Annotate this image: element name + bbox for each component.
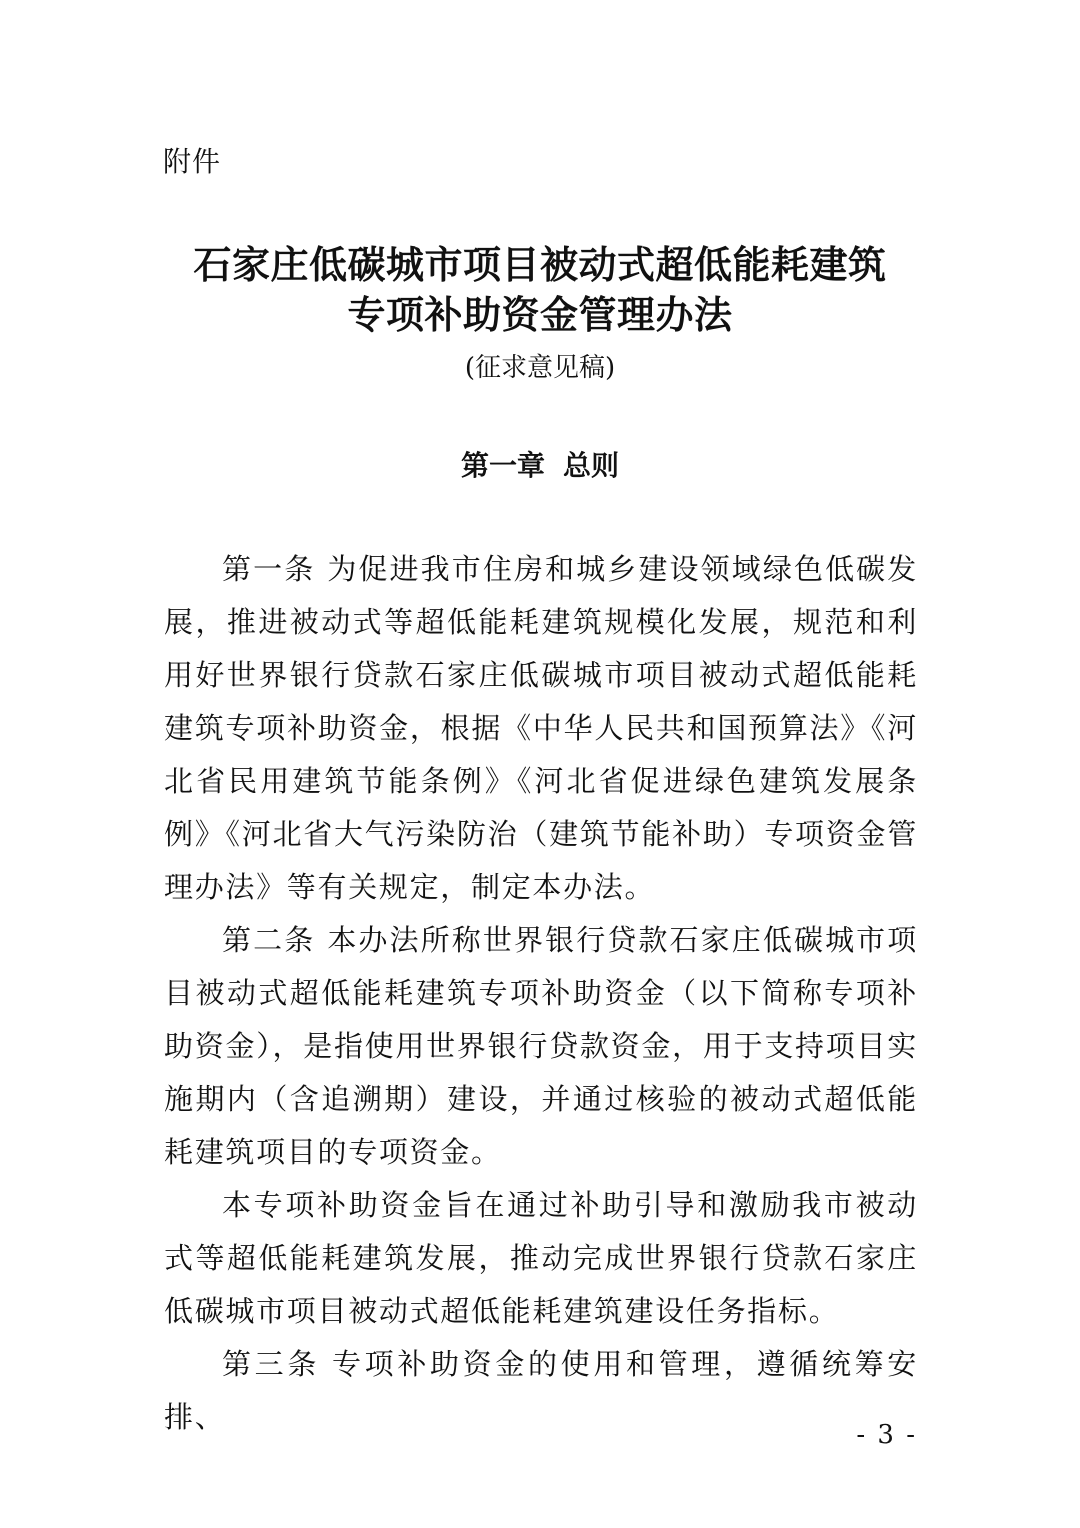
document-title-line-1: 石家庄低碳城市项目被动式超低能耗建筑: [193, 243, 887, 287]
article-3: [164, 1338, 918, 1444]
document-title-line-2: 专项补助资金管理办法: [347, 293, 733, 337]
page-number: - 3 -: [856, 1420, 917, 1450]
article-text: 本专项补助资金旨在通过补助引导和激励我市被动式等超低能耗建筑发展，推动完成世界银行贷款石家庄低碳城市项目被动式超低能耗建筑建设任务指标。: [164, 1188, 918, 1328]
document-subtitle: (征求意见稿): [464, 353, 616, 383]
chapter-name: 总则: [563, 449, 620, 482]
article-label: 第一条: [222, 552, 316, 586]
article-2: [164, 914, 918, 1179]
document-body: [164, 543, 918, 1444]
chapter-number: 第一章: [460, 449, 545, 482]
chapter-heading: [0, 446, 1080, 486]
article-2-paragraph-2: [164, 1179, 918, 1338]
article-label: 第二条: [222, 923, 316, 957]
article-1: [164, 543, 918, 914]
article-label: 第三条: [222, 1347, 320, 1381]
article-text: 专项补助资金的使用和管理，遵循统筹安排、: [164, 1347, 918, 1434]
attachment-label: 附件: [163, 145, 222, 178]
article-text: 为促进我市住房和城乡建设领域绿色低碳发展，推进被动式等超低能耗建筑规模化发展，规范和利用好世界银行贷款石家庄低碳城市项目被动式超低能耗建筑专项补助资金，根据《中华人民共和国预算法》《河北省民用建筑节能条例》《河北省促进绿色建筑发展条例》《河北省大气污染防治（建筑节能补助）专项资金管理办法》等有关规定，制定本办法。: [164, 552, 918, 904]
article-text: 本办法所称世界银行贷款石家庄低碳城市项目被动式超低能耗建筑专项补助资金（以下简称专项补助资金），是指使用世界银行贷款资金，用于支持项目实施期内（含追溯期）建设，并通过核验的被动式超低能耗建筑项目的专项资金。: [164, 923, 918, 1169]
